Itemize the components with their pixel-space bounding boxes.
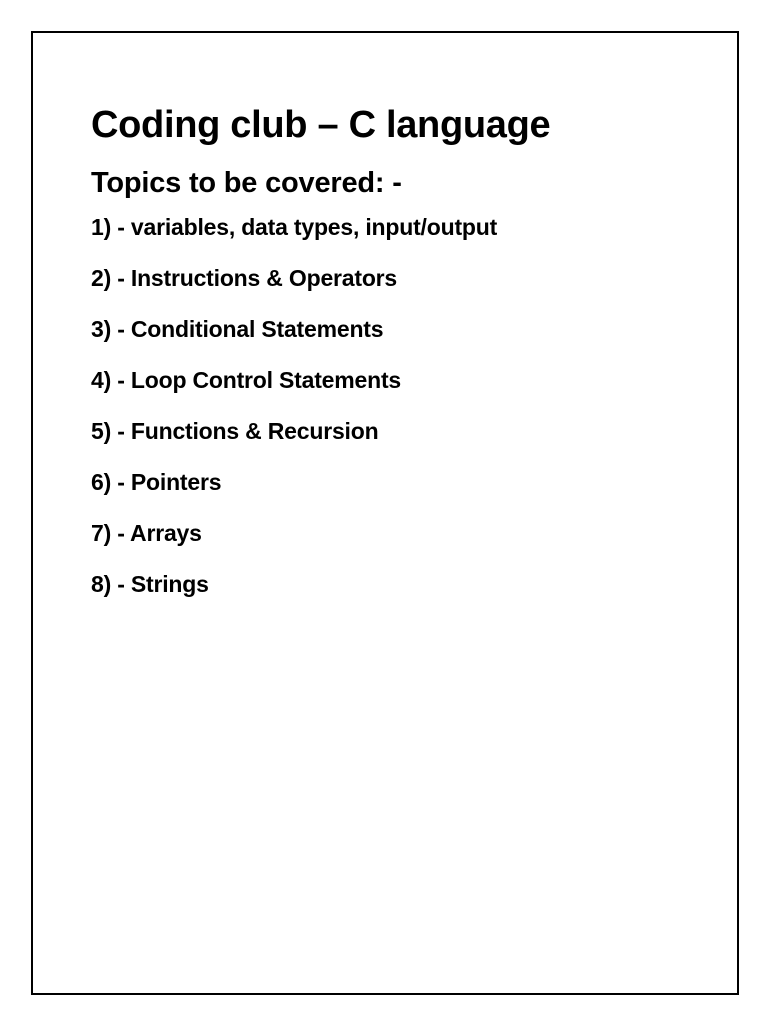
topics-list xyxy=(91,213,717,598)
document-content xyxy=(91,99,717,621)
topic-item: 3) - Conditional Statements xyxy=(91,316,384,342)
topic-item: 4) - Loop Control Statements xyxy=(91,367,402,393)
topics-heading: Topics to be covered: - xyxy=(91,167,402,199)
document-page xyxy=(31,31,739,995)
topic-item: 8) - Strings xyxy=(91,571,209,597)
topic-item: 7) - Arrays xyxy=(91,520,202,546)
topic-item: 2) - Instructions & Operators xyxy=(91,265,398,291)
topic-item: 5) - Functions & Recursion xyxy=(91,418,379,444)
topic-item: 6) - Pointers xyxy=(91,469,222,495)
topic-item: 1) - variables, data types, input/output xyxy=(91,214,498,240)
document-title: Coding club – C language xyxy=(91,104,551,146)
